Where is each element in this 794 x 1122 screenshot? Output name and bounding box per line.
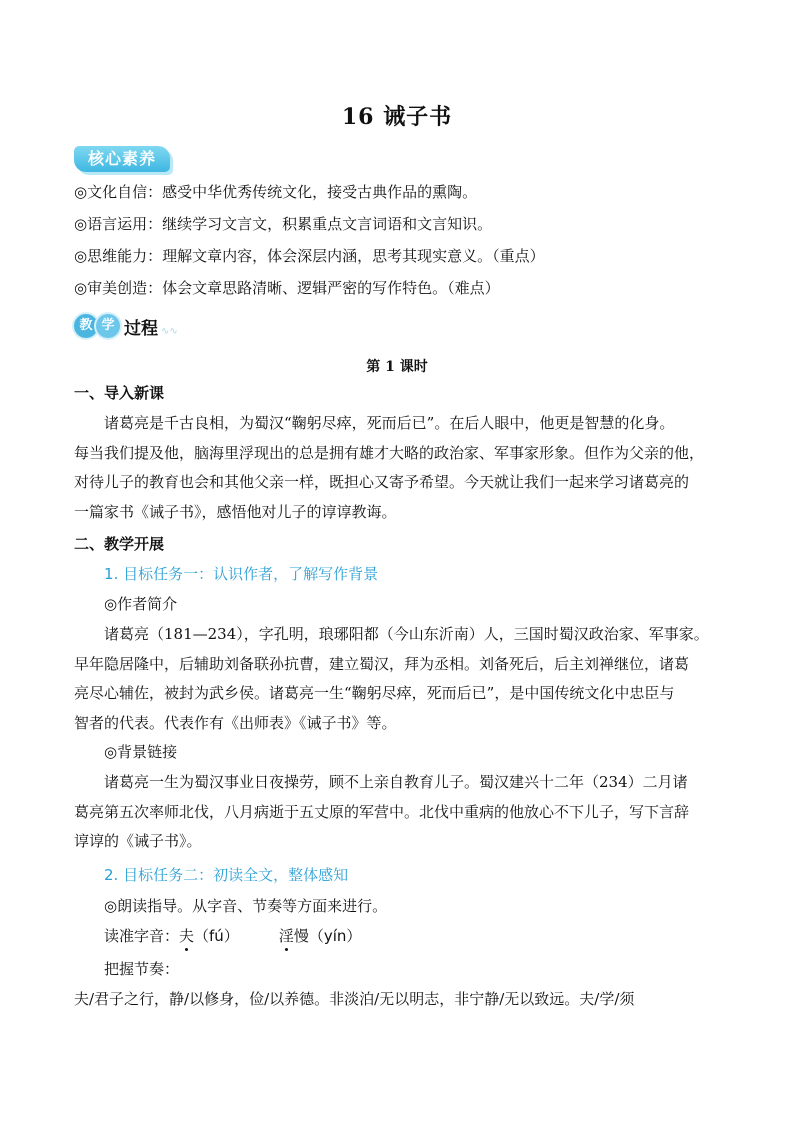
pronunciation-word-fu: 夫 — [179, 927, 195, 945]
teaching-process-header — [74, 312, 178, 340]
target-task-two: 2. 目标任务二：初读全文，整体感知 — [104, 866, 349, 884]
background-label: ◎背景链接 — [104, 743, 178, 761]
rhythm-label: 把握节奏： — [104, 960, 180, 978]
objective-language: ◎语言运用：继续学习文言文，积累重点文言词语和文言知识。 — [74, 215, 493, 233]
teaching-char-circle: 教 — [74, 314, 98, 338]
process-label: 过程 — [124, 318, 158, 339]
objective-thinking: ◎思维能力：理解文章内容，体会深层内涵，思考其现实意义。（重点） — [74, 247, 545, 265]
pronunciation-label: 读准字音： — [104, 927, 180, 945]
rhythm-line: 夫/君子之行，静/以修身，俭/以养德。非淡泊/无以明志，非宁静/无以致远。夫/学/须 — [74, 990, 635, 1008]
intro-paragraph — [74, 409, 724, 527]
lesson-title: 16 诫子书 — [341, 104, 453, 130]
reading-guidance: ◎朗读指导。从字音、节奏等方面来进行。 — [104, 897, 388, 915]
background-line: 诸葛亮一生为蜀汉事业日夜操劳，顾不上亲自教育儿子。蜀汉建兴十二年（234）二月诸 — [104, 773, 688, 791]
author-line: 早年隐居隆中，后辅助刘备联孙抗曹，建立蜀汉，拜为丞相。刘备死后，后主刘禅继位，诸葛 — [74, 654, 690, 673]
target-task-one: 1. 目标任务一：认识作者，了解写作背景 — [104, 565, 379, 583]
background-line: 谆谆的《诫子书》。 — [74, 832, 202, 850]
intro-line: 每当我们提及他，脑海里浮现出的总是拥有雄才大略的政治家、军事家形象。但作为父亲的他， — [74, 443, 705, 462]
background-line: 葛亮第五次率师北伐，八月病逝于五丈原的军营中。北伐中重病的他放心不下儿子，写下言辞 — [74, 802, 690, 821]
pronunciation-word-yin: 淫 — [278, 927, 294, 945]
heading-teaching: 二、教学开展 — [74, 535, 165, 553]
heading-introduction: 一、导入新课 — [74, 384, 165, 402]
intro-line: 一篇家书《诫子书》，感悟他对儿子的谆谆教诲。 — [74, 502, 397, 521]
objective-aesthetic: ◎审美创造：体会文章思路清晰、逻辑严密的写作特色。（难点） — [74, 279, 500, 297]
intro-line: 对待儿子的教育也会和其他父亲一样，既担心又寄予希望。今天就让我们一起来学习诸葛亮的 — [74, 473, 690, 491]
intro-line: 诸葛亮是千古良相，为蜀汉“鞠躬尽瘁，死而后已”。在后人眼中，他更是智慧的化身。 — [104, 414, 675, 432]
author-line: 诸葛亮（181—234），字孔明，琅琊阳都（今山东沂南）人，三国时蜀汉政治家、军事家。 — [104, 625, 709, 643]
pronunciation-pinyin-yin: （yín） — [308, 927, 362, 945]
author-line: 智者的代表。代表作有《出师表》《诫子书》等。 — [74, 713, 397, 732]
author-intro-label: ◎作者简介 — [104, 595, 178, 613]
pronunciation-pinyin-fu: （fú） — [194, 927, 239, 945]
author-paragraph — [74, 620, 724, 738]
objective-culture: ◎文化自信：感受中华优秀传统文化，接受古典作品的熏陶。 — [74, 183, 478, 201]
learning-char-circle: 学 — [96, 314, 120, 338]
pronunciation-row — [104, 925, 361, 946]
background-paragraph — [74, 768, 724, 857]
core-literacy-badge: 核心素养 — [74, 146, 170, 172]
lesson-time: 第 1 课时 — [366, 359, 428, 375]
decoration-swirl-icon: ∿∿ — [161, 326, 178, 337]
author-line: 亮尽心辅佐，被封为武乡侯。诸葛亮一生“鞠躬尽瘁，死而后已”，是中国传统文化中忠臣与 — [74, 684, 675, 702]
pronunciation-word-man: 慢 — [293, 927, 309, 945]
